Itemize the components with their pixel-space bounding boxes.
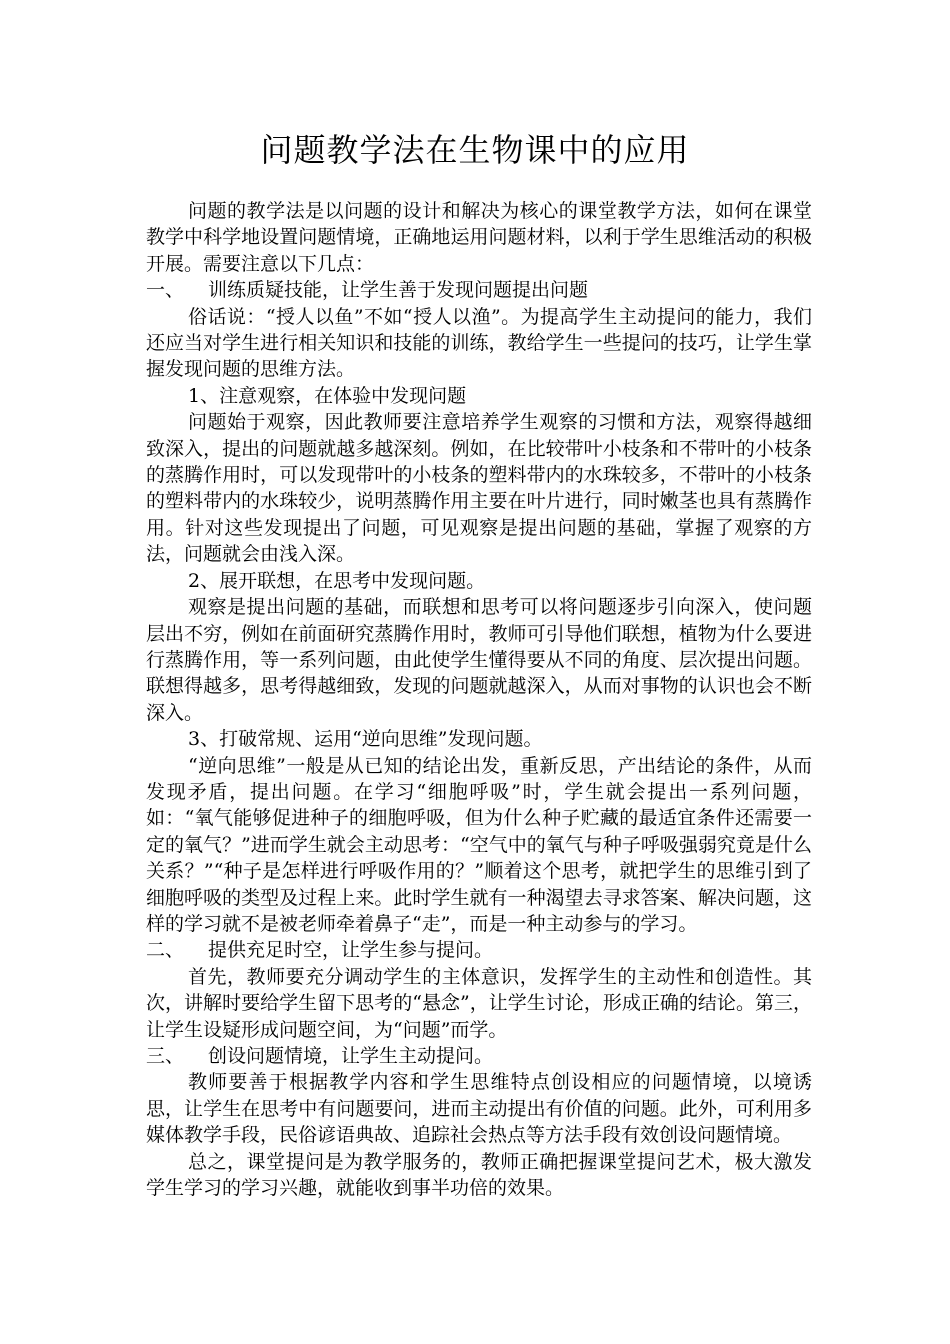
section-title-2: 提供充足时空，让学生参与提问。 [208,939,494,962]
section-heading-3 [146,1043,812,1069]
section-heading-2 [146,937,812,963]
subheading-2: 2、展开联想，在思考中发现问题。 [188,569,486,592]
section-number-1: 一、 [146,279,185,302]
document-body [146,198,812,1201]
subheading-1-paragraph: 问题始于观察，因此教师要注意培养学生观察的习惯和方法，观察得越细致深入，提出的问题就越多越深刻。例如，在比较带叶小枝条和不带叶的小枝条的蒸腾作用时，可以发现带叶的小枝条的塑料带内的水珠较多，不带叶的小枝条的塑料带内的水珠较少，说明蒸腾作用主要在叶片进行，同时嫩茎也具有蒸腾作用。针对这些发现提出了问题，可见观察是提出问题的基础，掌握了观察的方法，问题就会由浅入深。 [146,411,812,566]
conclusion-paragraph: 总之，课堂提问是为教学服务的，教师正确把握课堂提问艺术，极大激发学生学习的学习兴趣，就能收到事半功倍的效果。 [146,1150,812,1200]
document-title: 问题教学法在生物课中的应用 [260,131,690,169]
section-number-3: 三、 [146,1045,185,1067]
subheading-3-paragraph: “逆向思维”一般是从已知的结论出发，重新反思，产出结论的条件，从而发现矛盾，提出问题。在学习“细胞呼吸”时，学生就会提出一系列问题，如：“氧气能够促进种子的细胞呼吸，但为什么种子贮藏的最适宜条件还需要一定的氧气？”进而学生就会主动思考：“空气中的氧气与种子呼吸强弱究竟是什么关系？”“种子是怎样进行呼吸作用的？”顺着这个思考，就把学生的思维引到了细胞呼吸的类型及过程上来。此时学生就有一种渴望去寻求答案、解决问题，这样的学习就不是被老师牵着鼻子“走”，而是一种主动参与的学习。 [146,754,812,935]
subheading-2-paragraph: 观察是提出问题的基础，而联想和思考可以将问题逐步引向深入，使问题层出不穷，例如在前面研究蒸腾作用时，教师可引导他们联想，植物为什么要进行蒸腾作用，等一系列问题，由此使学生懂得要从不同的角度、层次提出问题。联想得越多，思考得越细致，发现的问题就越深入，从而对事物的认识也会不断深入。 [146,596,812,724]
section-2-paragraph: 首先，教师要充分调动学生的主体意识，发挥学生的主动性和创造性。其次，讲解时要给学生留下思考的“悬念”，让学生讨论，形成正确的结论。第三，让学生设疑形成问题空间，为“问题”而学。 [146,965,812,1041]
section-3-paragraph: 教师要善于根据教学内容和学生思维特点创设相应的问题情境，以境诱思，让学生在思考中有问题要问，进而主动提出有价值的问题。此外，可利用多媒体教学手段，民俗谚语典故、追踪社会热点等方法手段有效创设问题情境。 [146,1071,812,1147]
subheading-3: 3、打破常规、运用“逆向思维”发现问题。 [188,728,543,751]
section-number-2: 二、 [146,939,185,962]
subheading-1: 1、注意观察，在体验中发现问题 [188,384,467,407]
section-title-3: 创设问题情境，让学生主动提问。 [208,1045,494,1067]
section-1-paragraph: 俗话说：“授人以鱼”不如“授人以渔”。为提高学生主动提问的能力，我们还应当对学生进行相关知识和技能的训练，教给学生一些提问的技巧，让学生掌握发现问题的思维方法。 [146,305,812,381]
intro-paragraph: 问题的教学法是以问题的设计和解决为核心的课堂教学方法，如何在课堂教学中科学地设置问题情境，正确地运用问题材料，以利于学生思维活动的积极开展。需要注意以下几点： [146,200,812,275]
section-heading-1 [146,277,812,303]
section-title-1: 训练质疑技能，让学生善于发现问题提出问题 [208,279,589,302]
